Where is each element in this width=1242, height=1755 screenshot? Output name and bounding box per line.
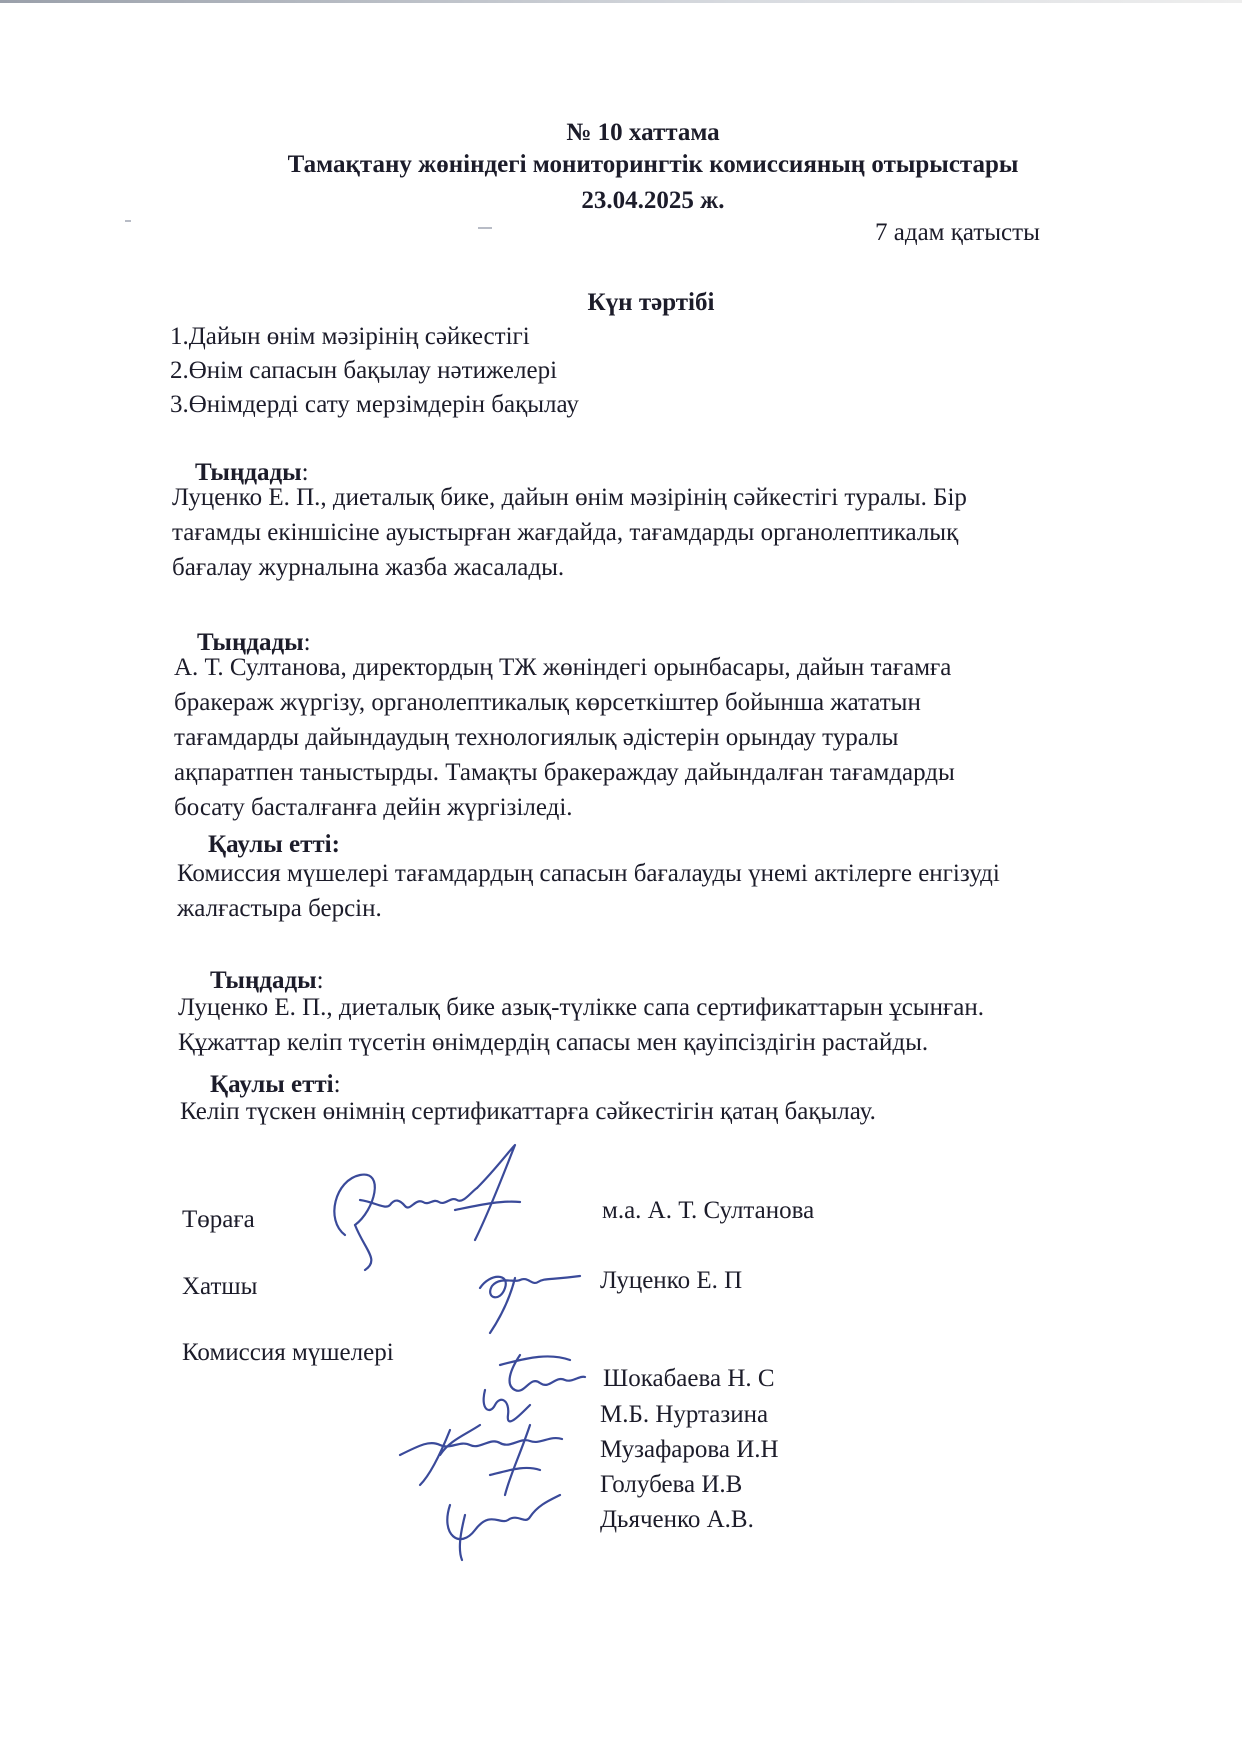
secretary-name: Луценко Е. П [600,1267,743,1294]
agenda-item: 1.Дайын өнім мәзірінің сәйкестігі [170,323,530,350]
section-body [172,480,967,585]
section-heading-punct: : [301,459,309,486]
section-body [174,650,955,825]
section-heading-label: Тыңдады [195,459,302,486]
member-name: Дьяченко А.В. [600,1506,754,1533]
agenda-item: 2.Өнім сапасын бақылау нәтижелері [170,357,558,384]
meeting-date: 23.04.2025 ж. [581,187,725,214]
chair-label: Төраға [182,1206,255,1233]
section-heading: Қаулы етті: [208,831,340,858]
body-line: Луценко Е. П., диеталық бике, дайын өнім мәзірінің сәйкестігі туралы. Бір [172,484,967,511]
members-signatures [380,1345,610,1575]
body-line: тағамдарды дайындаудың технологиялық әдістерін орындау туралы [174,724,899,751]
member-name: М.Б. Нуртазина [600,1401,769,1428]
secretary-label: Хатшы [182,1273,258,1300]
scan-edge [0,0,1242,3]
document-title: Тамақтану жөніндегі мониторингтік комиссияның отырыстары [287,151,1019,178]
section-heading-punct: : [316,967,324,994]
chair-name: м.а. А. Т. Султанова [602,1197,815,1224]
body-line: бракераж жүргізу, органолептикалық көрсеткіштер бойынша жататын [174,689,921,716]
section-body [177,856,1000,926]
section-heading-punct: : [333,1071,341,1098]
body-line: А. Т. Султанова, директордың ТЖ жөніндегі орынбасары, дайын тағамға [174,654,952,681]
body-line: Луценко Е. П., диеталық бике азық-түлікке сапа сертификаттарын ұсынған. [178,994,984,1021]
secretary-signature [470,1258,590,1338]
body-line: Құжаттар келіп түсетін өнімдердің сапасы мен қауіпсіздігін растайды. [178,1029,929,1056]
body-line: босату басталғанға дейін жүргізіледі. [174,794,573,821]
section-heading-label: Тыңдады [197,629,304,656]
body-line: жалғастыра берсін. [177,895,382,922]
member-name: Голубева И.В [600,1471,743,1498]
member-name: Музафарова И.Н [600,1436,779,1463]
member-name: Шокабаева Н. С [603,1365,775,1392]
section-body [180,1094,876,1129]
section-heading-punct: : [303,629,311,656]
body-line: Комиссия мүшелері тағамдардың сапасын бағалауды үнемі актілерге енгізуді [177,860,1000,887]
scan-speck [478,227,492,229]
body-line: Келіп түскен өнімнің сертификаттарға сәйкестігін қатаң бақылау. [180,1098,876,1125]
members-label: Комиссия мүшелері [182,1339,394,1366]
section-body [178,990,984,1060]
attendance-note: 7 адам қатысты [875,219,1040,246]
body-line: ақпаратпен таныстырды. Тамақты бракераждау дайындалған тағамдарды [174,759,955,786]
section-heading-label: Қаулы етті [210,1071,334,1098]
section-heading-label: Тыңдады [210,967,317,994]
agenda-item: 3.Өнімдерді сату мерзімдерін бақылау [170,391,579,418]
protocol-number: № 10 хаттама [566,119,720,146]
scan-speck [125,220,131,222]
agenda-heading: Күн тәртібі [587,289,715,316]
body-line: бағалау журналына жазба жасалады. [172,554,565,581]
body-line: тағамды екіншісіне ауыстырған жағдайда, тағамдарды органолептикалық [172,519,959,546]
